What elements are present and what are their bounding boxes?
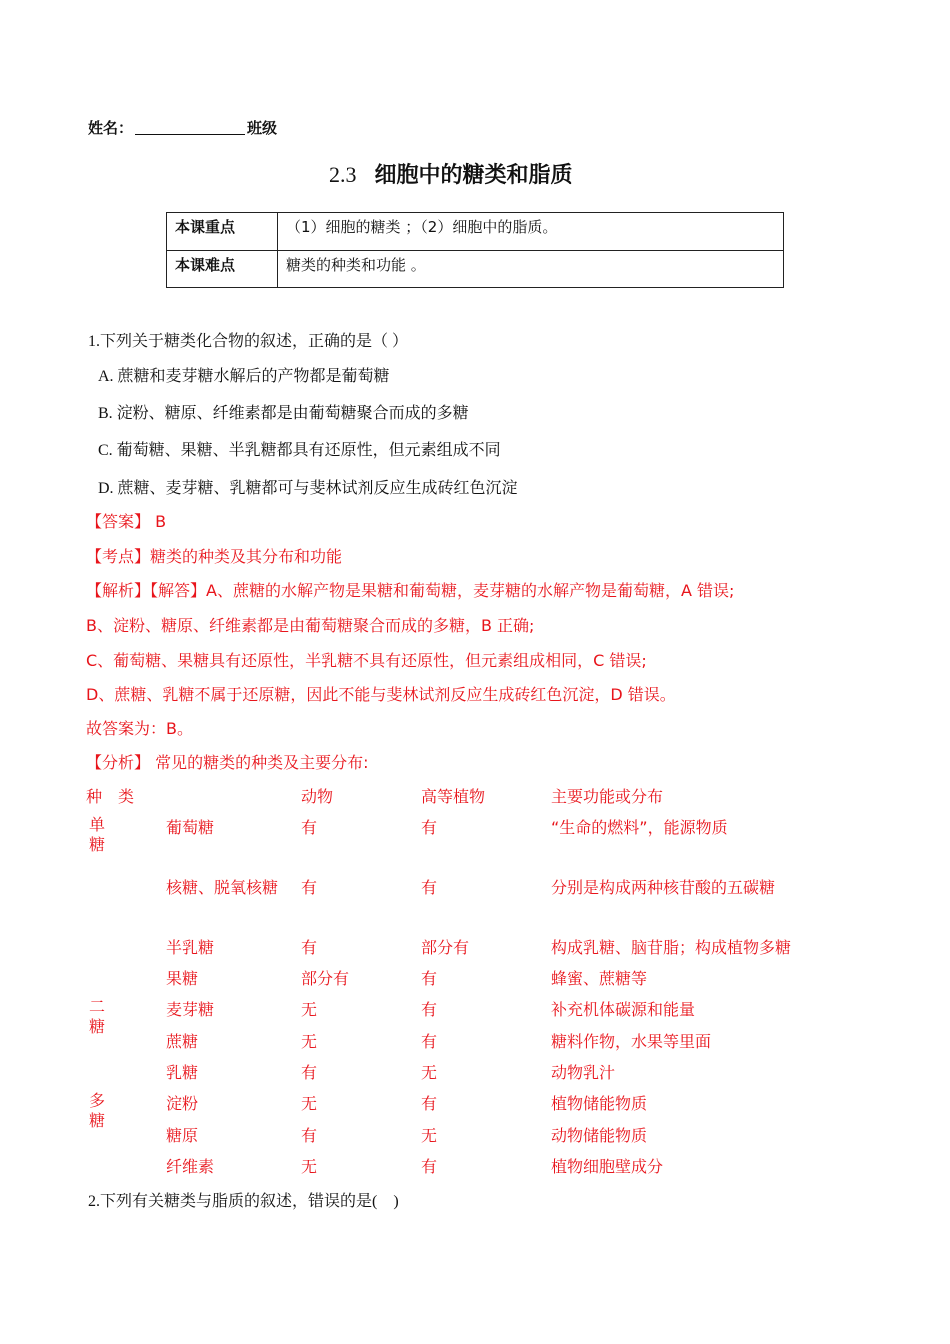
focus-row [167, 250, 784, 288]
header-animal: 动物 [301, 787, 334, 806]
sugar-plant: 无 [421, 1126, 438, 1145]
sugar-name: 葡萄糖 [166, 818, 215, 837]
conclusion-line: 故答案为：B。 [86, 719, 193, 738]
sugar-function: 糖料作物，水果等里面 [551, 1032, 712, 1051]
sugar-animal: 有 [301, 1063, 318, 1082]
sugar-function: 分别是构成两种核苷酸的五碳糖 [551, 878, 776, 897]
sugar-animal: 有 [301, 878, 318, 897]
student-info-line [88, 117, 277, 138]
sugar-function: 动物储能物质 [551, 1126, 648, 1145]
sugar-plant: 有 [421, 1000, 438, 1019]
sugar-animal: 无 [301, 1000, 318, 1019]
question-2-stem: 2.下列有关糖类与脂质的叙述，错误的是( ) [88, 1193, 399, 1210]
sugar-plant: 有 [421, 878, 438, 897]
name-label: 姓名： [88, 119, 134, 137]
header-category: 种 类 [86, 787, 135, 806]
answer-line: 【答案】 B [86, 512, 167, 531]
category-monosaccharide: 单糖 [88, 815, 105, 854]
sugar-animal: 无 [301, 1094, 318, 1113]
focus-row [167, 213, 784, 251]
section-number: 2.3 [329, 162, 357, 187]
category-polysaccharide: 多糖 [88, 1091, 105, 1130]
focus-key: 本课重点 [167, 213, 278, 251]
name-blank[interactable] [135, 120, 245, 135]
question-1-option-c: C. 葡萄糖、果糖、半乳糖都具有还原性，但元素组成不同 [98, 442, 501, 459]
sugar-plant: 有 [421, 1157, 438, 1176]
sugar-name: 纤维素 [166, 1157, 215, 1176]
sugar-name: 蔗糖 [166, 1032, 199, 1051]
question-1-option-d: D. 蔗糖、麦芽糖、乳糖都可与斐林试剂反应生成砖红色沉淀 [98, 480, 518, 497]
sugar-function: 动物乳汁 [551, 1063, 616, 1082]
sugar-name: 乳糖 [166, 1063, 199, 1082]
exam-point-line: 【考点】糖类的种类及其分布和功能 [86, 547, 343, 566]
focus-value: （1）细胞的糖类 ；（2）细胞中的脂质。 [278, 213, 784, 251]
sugar-function: 植物储能物质 [551, 1094, 648, 1113]
sugar-animal: 有 [301, 938, 318, 957]
analysis-line: 【解析】【解答】A、蔗糖的水解产物是果糖和葡萄糖，麦芽糖的水解产物是葡萄糖，A 错误; [86, 581, 735, 600]
page-title [329, 158, 573, 189]
question-1-stem: 1.下列关于糖类化合物的叙述，正确的是（ ） [88, 333, 409, 350]
section-title: 细胞中的糖类和脂质 [374, 163, 573, 188]
analysis-line: C、葡萄糖、果糖具有还原性，半乳糖不具有还原性，但元素组成相同，C 错误; [86, 651, 647, 670]
difficulty-value: 糖类的种类和功能 。 [278, 250, 784, 288]
sugar-function: “生命的燃料”，能源物质 [551, 818, 728, 837]
fenxi-line: 【分析】 常见的糖类的种类及主要分布: [86, 753, 369, 772]
sugar-name: 淀粉 [166, 1094, 199, 1113]
header-plant: 高等植物 [421, 787, 486, 806]
sugar-plant: 无 [421, 1063, 438, 1082]
sugar-name: 果糖 [166, 969, 199, 988]
analysis-line: D、蔗糖、乳糖不属于还原糖，因此不能与斐林试剂反应生成砖红色沉淀，D 错误。 [86, 685, 676, 704]
sugar-animal: 无 [301, 1032, 318, 1051]
question-1-option-a: A. 蔗糖和麦芽糖水解后的产物都是葡萄糖 [98, 368, 390, 385]
sugar-plant: 有 [421, 818, 438, 837]
sugar-function: 构成乳糖、脑苷脂；构成植物多糖 [551, 938, 792, 957]
sugar-name: 核糖、脱氧核糖 [166, 878, 279, 897]
sugar-name: 半乳糖 [166, 938, 215, 957]
sugar-function: 蜂蜜、蔗糖等 [551, 969, 648, 988]
sugar-animal: 部分有 [301, 969, 350, 988]
class-label: 班级 [247, 119, 278, 137]
difficulty-key: 本课难点 [167, 250, 278, 288]
analysis-line: B、淀粉、糖原、纤维素都是由葡萄糖聚合而成的多糖，B 正确; [86, 616, 535, 635]
sugar-plant: 部分有 [421, 938, 470, 957]
category-disaccharide: 二糖 [88, 997, 105, 1036]
sugar-animal: 无 [301, 1157, 318, 1176]
sugar-plant: 有 [421, 1032, 438, 1051]
sugar-function: 补充机体碳源和能量 [551, 1000, 696, 1019]
lesson-focus-table [166, 212, 784, 288]
sugar-name: 糖原 [166, 1126, 199, 1145]
question-1-option-b: B. 淀粉、糖原、纤维素都是由葡萄糖聚合而成的多糖 [98, 405, 469, 422]
sugar-plant: 有 [421, 1094, 438, 1113]
sugar-plant: 有 [421, 969, 438, 988]
header-function: 主要功能或分布 [551, 787, 664, 806]
sugar-animal: 有 [301, 1126, 318, 1145]
sugar-animal: 有 [301, 818, 318, 837]
sugar-function: 植物细胞壁成分 [551, 1157, 664, 1176]
sugar-name: 麦芽糖 [166, 1000, 215, 1019]
